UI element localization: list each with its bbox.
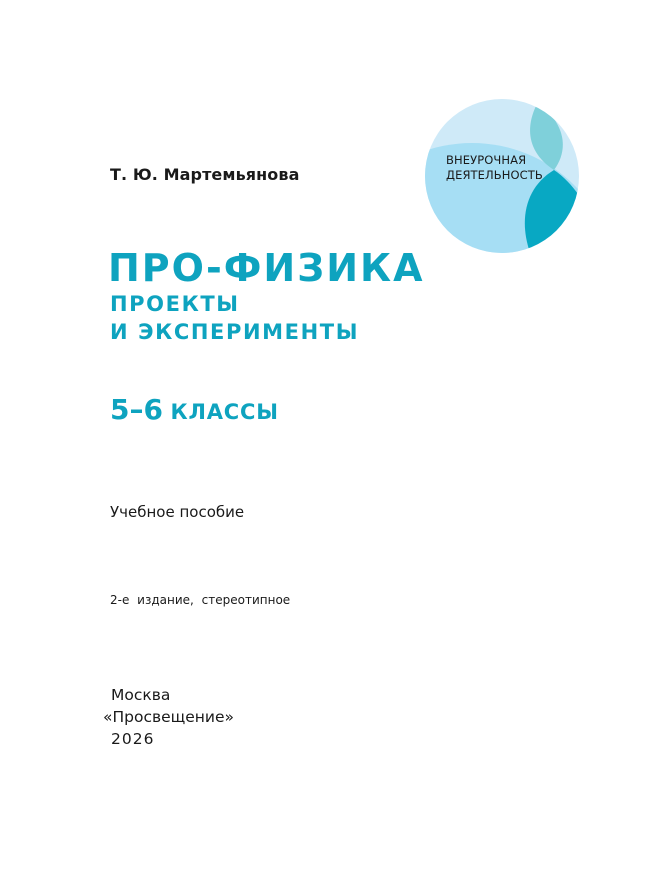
book-subtitle-line-1: ПРОЕКТЫ	[110, 292, 240, 316]
book-type: Учебное пособие	[110, 503, 245, 521]
grade-word: КЛАССЫ	[170, 400, 279, 424]
imprint-year: 2026	[111, 730, 155, 748]
badge-label	[446, 153, 566, 183]
book-subtitle-line-2: И ЭКСПЕРИМЕНТЫ	[110, 320, 360, 344]
extracurricular-badge	[424, 98, 580, 254]
imprint-city: Москва	[111, 686, 171, 704]
badge-line-2: ДЕЯТЕЛЬНОСТЬ	[446, 168, 543, 182]
badge-line-1: ВНЕУРОЧНАЯ	[446, 153, 527, 167]
imprint-publisher: «Просвещение»	[103, 708, 235, 726]
book-title: ПРО-ФИЗИКА	[108, 246, 425, 290]
edition-info: 2-е издание, стереотипное	[110, 593, 291, 607]
grade-range: 5–6	[110, 393, 163, 426]
author-name: Т. Ю. Мартемьянова	[110, 165, 300, 184]
grade-level	[110, 393, 279, 426]
